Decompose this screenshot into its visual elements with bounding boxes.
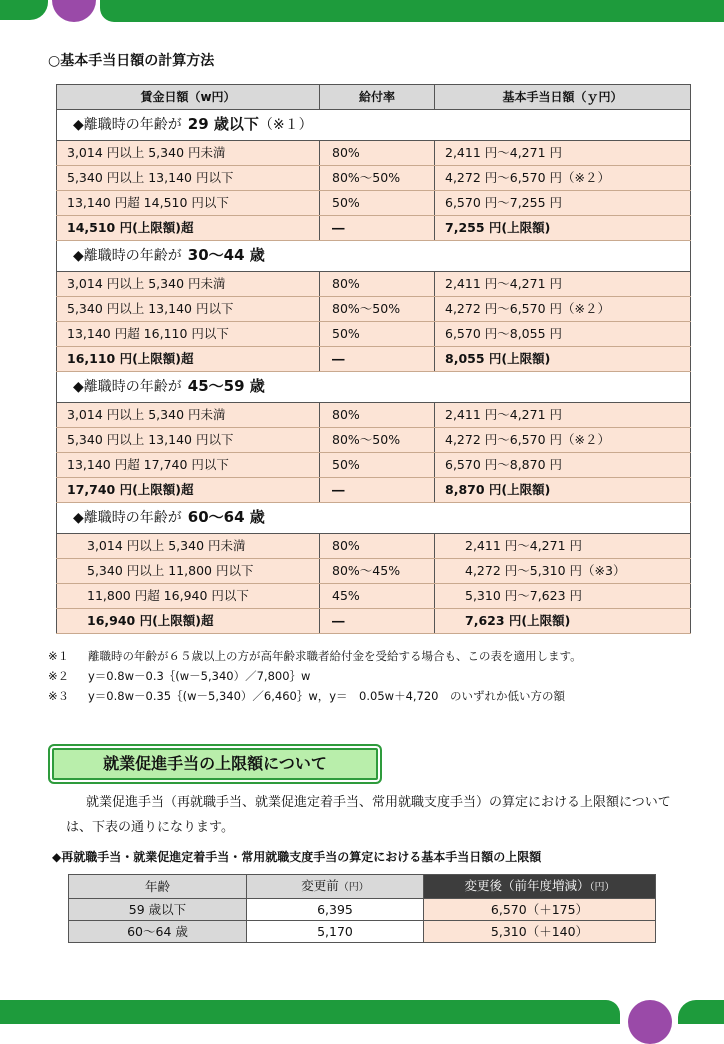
age-group-label xyxy=(57,241,691,272)
upper-limit-table xyxy=(68,874,656,943)
wage-range-cell: 13,140 円超 17,740 円以下 xyxy=(57,453,320,478)
bottom-purple-circle-decoration xyxy=(628,1000,672,1044)
table-row xyxy=(57,559,691,584)
rate-cell: 80% xyxy=(320,534,435,559)
cap-table-title: ◆再就職手当・就業促進定着手当・常用就職支度手当の算定における基本手当日額の上限額 xyxy=(52,850,542,864)
wage-range-cell: 3,014 円以上 5,340 円未満 xyxy=(57,272,320,297)
calc-table-body xyxy=(57,110,691,634)
table-row xyxy=(57,403,691,428)
footnote xyxy=(48,666,582,686)
wage-range-cell: 5,340 円以上 11,800 円以下 xyxy=(57,559,320,584)
wage-range-cell: 3,014 円以上 5,340 円未満 xyxy=(57,403,320,428)
table-row xyxy=(57,141,691,166)
rate-cell: 80%～45% xyxy=(320,559,435,584)
top-green-bar-decoration xyxy=(100,0,724,22)
cap-after-cell: 5,310（＋140） xyxy=(424,921,656,943)
rate-cell: 80%～50% xyxy=(320,166,435,191)
table-row xyxy=(57,584,691,609)
wage-range-cell: 17,740 円(上限額)超 xyxy=(57,478,320,503)
wage-range-cell: 3,014 円以上 5,340 円未満 xyxy=(57,141,320,166)
header-wage: 賃金日額（w円） xyxy=(57,85,320,110)
age-group-range: 30～44 歳 xyxy=(187,246,265,264)
cap-header-before xyxy=(247,875,424,899)
footnote-mark: ※２ xyxy=(48,669,70,683)
table-header-row xyxy=(57,85,691,110)
age-group-range: 60～64 歳 xyxy=(187,508,265,526)
age-group-range: 29 歳以下 xyxy=(187,115,259,133)
footnote-text: 離職時の年齢が６５歳以上の方が高年齢求職者給付金を受給する場合も、この表を適用します。 xyxy=(88,649,582,663)
explanation-paragraph: 就業促進手当（再就職手当、就業促進定着手当、常用就職支度手当）の算定における上限額については、下表の通りになります。 xyxy=(66,795,671,835)
section-banner xyxy=(48,744,382,784)
age-group-prefix: ◆離職時の年齢が xyxy=(73,248,182,264)
cap-after-cell: 6,570（＋175） xyxy=(424,899,656,921)
table-row xyxy=(57,272,691,297)
cap-age-cell: 60～64 歳 xyxy=(69,921,247,943)
rate-cell: ― xyxy=(320,347,435,372)
daily-amount-cell: 2,411 円～4,271 円 xyxy=(435,534,691,559)
table-row xyxy=(57,297,691,322)
rate-cell: 50% xyxy=(320,322,435,347)
daily-amount-cell: 4,272 円～6,570 円（※２） xyxy=(435,297,691,322)
cap-header-after-label: 変更後（前年度増減） xyxy=(464,878,590,893)
benefit-calculation-table xyxy=(56,84,691,634)
header-daily-amount: 基本手当日額（ｙ円） xyxy=(435,85,691,110)
daily-amount-cell: 2,411 円～4,271 円 xyxy=(435,272,691,297)
table-row xyxy=(57,216,691,241)
cap-header-after-unit: （円） xyxy=(589,882,615,893)
daily-amount-cell: 4,272 円～6,570 円（※２） xyxy=(435,428,691,453)
cap-age-cell: 59 歳以下 xyxy=(69,899,247,921)
wage-range-cell: 11,800 円超 16,940 円以下 xyxy=(57,584,320,609)
table-row xyxy=(57,322,691,347)
rate-cell: 45% xyxy=(320,584,435,609)
top-left-green-decoration xyxy=(0,0,48,20)
cap-header-after xyxy=(424,875,656,899)
age-group-label xyxy=(57,110,691,141)
daily-amount-cell: 4,272 円～5,310 円（※3） xyxy=(435,559,691,584)
footnote-mark: ※１ xyxy=(48,649,70,663)
rate-cell: 50% xyxy=(320,191,435,216)
cap-header-before-unit: （円） xyxy=(338,882,369,893)
footnote xyxy=(48,646,582,666)
table-row xyxy=(57,347,691,372)
rate-cell: ― xyxy=(320,478,435,503)
wage-range-cell: 13,140 円超 14,510 円以下 xyxy=(57,191,320,216)
footnote-text: y＝0.8w－0.3｛(w－5,340）／7,800｝w xyxy=(88,669,311,683)
rate-cell: 50% xyxy=(320,453,435,478)
daily-amount-cell: 6,570 円～8,055 円 xyxy=(435,322,691,347)
footnote-text: y＝0.8w－0.35｛(w－5,340）／6,460｝w，y＝ 0.05w＋4,720 のいずれか低い方の額 xyxy=(88,689,565,703)
rate-cell: 80% xyxy=(320,272,435,297)
table-row xyxy=(69,899,656,921)
daily-amount-cell: 2,411 円～4,271 円 xyxy=(435,403,691,428)
age-group-row xyxy=(57,372,691,403)
daily-amount-cell: 8,055 円(上限額) xyxy=(435,347,691,372)
age-group-prefix: ◆離職時の年齢が xyxy=(73,379,182,395)
wage-range-cell: 16,940 円(上限額)超 xyxy=(57,609,320,634)
age-group-note: （※１） xyxy=(258,117,313,133)
cap-header-row xyxy=(69,875,656,899)
table-row xyxy=(57,166,691,191)
cap-header-age: 年齢 xyxy=(69,875,247,899)
cap-header-before-label: 変更前 xyxy=(301,878,339,893)
daily-amount-cell: 2,411 円～4,271 円 xyxy=(435,141,691,166)
top-purple-circle-decoration xyxy=(52,0,96,22)
rate-cell: ― xyxy=(320,216,435,241)
section-title: ○基本手当日額の計算方法 xyxy=(48,53,215,69)
bottom-green-bar-decoration xyxy=(0,1000,620,1024)
daily-amount-cell: 7,255 円(上限額) xyxy=(435,216,691,241)
age-group-prefix: ◆離職時の年齢が xyxy=(73,117,182,133)
rate-cell: 80% xyxy=(320,141,435,166)
age-group-label xyxy=(57,372,691,403)
daily-amount-cell: 5,310 円～7,623 円 xyxy=(435,584,691,609)
rate-cell: 80%～50% xyxy=(320,297,435,322)
table-row xyxy=(57,534,691,559)
age-group-label xyxy=(57,503,691,534)
wage-range-cell: 16,110 円(上限額)超 xyxy=(57,347,320,372)
cap-before-cell: 6,395 xyxy=(247,899,424,921)
footnote xyxy=(48,686,582,706)
wage-range-cell: 14,510 円(上限額)超 xyxy=(57,216,320,241)
cap-before-cell: 5,170 xyxy=(247,921,424,943)
daily-amount-cell: 8,870 円(上限額) xyxy=(435,478,691,503)
daily-amount-cell: 6,570 円～7,255 円 xyxy=(435,191,691,216)
table-row xyxy=(57,478,691,503)
age-group-row xyxy=(57,110,691,141)
table-row xyxy=(57,609,691,634)
table-row xyxy=(57,191,691,216)
table-row xyxy=(57,453,691,478)
footnotes xyxy=(48,646,582,706)
wage-range-cell: 5,340 円以上 13,140 円以下 xyxy=(57,166,320,191)
wage-range-cell: 5,340 円以上 13,140 円以下 xyxy=(57,428,320,453)
age-group-row xyxy=(57,503,691,534)
table-row xyxy=(57,428,691,453)
daily-amount-cell: 7,623 円(上限額) xyxy=(435,609,691,634)
age-group-range: 45～59 歳 xyxy=(187,377,265,395)
footnote-mark: ※３ xyxy=(48,689,70,703)
wage-range-cell: 5,340 円以上 13,140 円以下 xyxy=(57,297,320,322)
table-row xyxy=(69,921,656,943)
wage-range-cell: 3,014 円以上 5,340 円未満 xyxy=(57,534,320,559)
daily-amount-cell: 4,272 円～6,570 円（※２） xyxy=(435,166,691,191)
bottom-right-green-decoration xyxy=(678,1000,724,1024)
rate-cell: ― xyxy=(320,609,435,634)
header-rate: 給付率 xyxy=(320,85,435,110)
rate-cell: 80%～50% xyxy=(320,428,435,453)
age-group-prefix: ◆離職時の年齢が xyxy=(73,510,182,526)
rate-cell: 80% xyxy=(320,403,435,428)
age-group-row xyxy=(57,241,691,272)
daily-amount-cell: 6,570 円～8,870 円 xyxy=(435,453,691,478)
wage-range-cell: 13,140 円超 16,110 円以下 xyxy=(57,322,320,347)
banner-title: 就業促進手当の上限額について xyxy=(103,754,327,773)
